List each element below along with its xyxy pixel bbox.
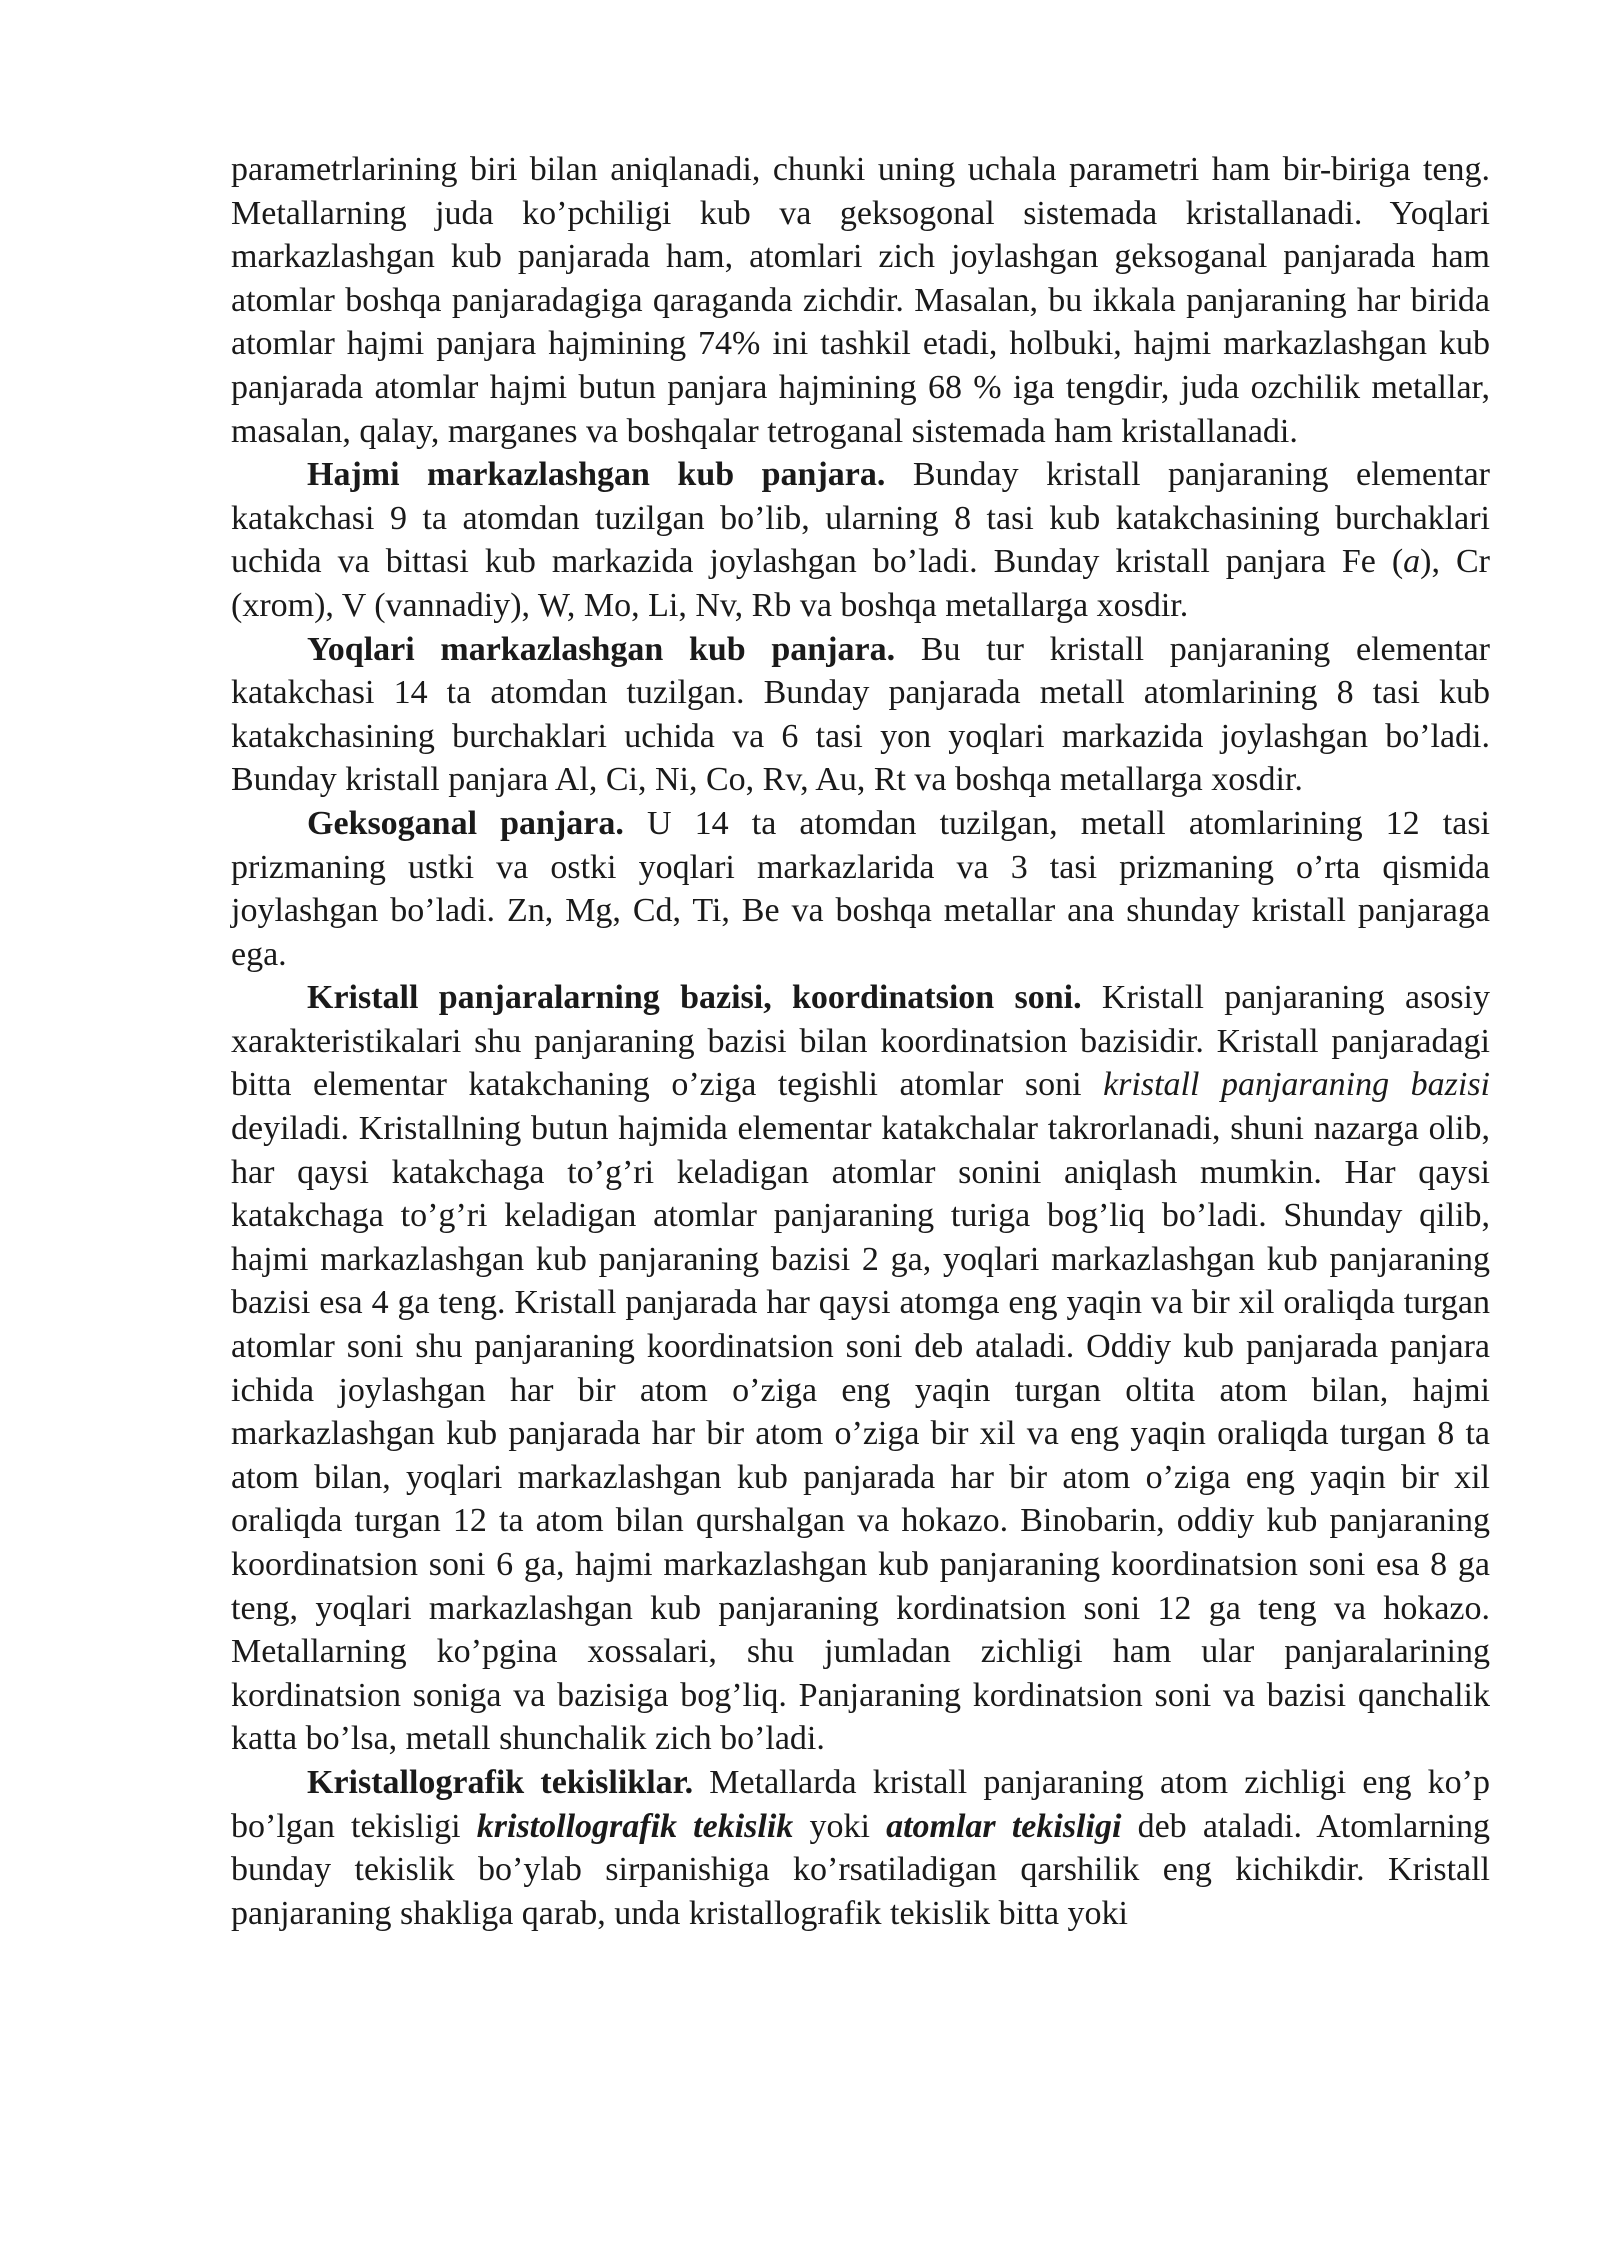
body-text: Kristall panjaraning asosiy xarakteristikalari shu panjaraning bazisi bilan koordinatsion bazisidir. Kristall panjaradagi bitta elementar katakchaning o’ziga tegishli atomlar soni [231,979,1490,1104]
body-text: parametrlarining biri bilan aniqlanadi, chunki uning uchala parametri ham bir-biriga teng. Metallarning juda ko’pchiligi kub va geksogonal sistemada kristallanadi. Yoqlari markazlashgan kub panjarada ham, atomlari zich joylashgan geksoganal panjarada ham atomlar boshqa panjaradagiga qaraganda zichdir. Masalan, bu ikkala panjaraning har birida atomlar hajmi panjara hajmining 74% ini tashkil etadi, holbuki, hajmi markazlashgan kub panjarada atomlar hajmi butun panjara hajmining 68 % iga tengdir, juda ozchilik metallar, masalan, qalay, marganes va boshqalar tetroganal sistemada ham kristallanadi. [231,151,1490,450]
section-heading: Kristall panjaralarning bazisi, koordinatsion soni. [307,979,1082,1017]
body-text: deyiladi. Kristallning butun hajmida elementar katakchalar takrorlanadi, shuni nazarga olib, har qaysi katakchaga to’g’ri keladigan atomlar sonini aniqlash mumkin. Har qaysi katakchaga to’g’ri keladigan atomlar panjaraning turiga bog’liq bo’ladi. Shunday qilib, hajmi markazlashgan kub panjaraning bazisi 2 ga, yoqlari markazlashgan kub panjaraning bazisi esa 4 ga teng. Kristall panjarada har qaysi atomga eng yaqin va bir xil oraliqda turgan atomlar soni shu panjaraning koordinatsion soni deb ataladi. Oddiy kub panjarada panjara ichida joylashgan har bir atom o’ziga eng yaqin turgan oltita atom bilan, hajmi markazlashgan kub panjarada har bir atom o’ziga bir xil va eng yaqin oraliqda turgan 8 ta atom bilan, yoqlari markazlashgan kub panjarada har bir atom o’ziga eng yaqin bir xil oraliqda turgan 12 ta atom bilan qurshalgan va hokazo. Binobarin, oddiy kub panjaraning koordinatsion soni 6 ga, hajmi markazlashgan kub panjaraning koordinatsion soni esa 8 ga teng, yoqlari markazlashgan kub panjaraning kordinatsion soni 12 ga teng va hokazo. Metallarning ko’pgina xossalari, shu jumladan zichligi ham ular panjaralarining kordinatsion soniga va bazisiga bog’liq. Panjaraning kordinatsion soni va bazisi qanchalik katta bo’lsa, metall shunchalik zich bo’ladi. [231,1110,1490,1758]
body-text: Metallarda kristall panjaraning atom zichligi eng ko’p bo’lgan tekisligi [231,1763,1490,1845]
paragraph [231,976,1490,1761]
document-page [231,148,1490,1935]
section-heading: Yoqlari markazlashgan kub panjara. [307,630,896,668]
section-heading: Hajmi markazlashgan kub panjara. [307,456,886,494]
body-text: Bunday kristall panjaraning elementar katakchasi 9 ta atomdan tuzilgan bo’lib, ularning 8 tasi kub katakchasining burchaklari uchida va bittasi kub markazida joylashgan bo’ladi. Bunday kristall panjara Fe ( [231,456,1490,581]
body-text: deb ataladi. Atomlarning bunday tekislik bo’ylab sirpanishiga ko’rsatiladigan qarshilik eng kichikdir. Kristall panjaraning shakliga qarab, unda kristallografik tekislik bitta yoki [231,1807,1491,1932]
section-heading: Kristallografik tekisliklar. [307,1763,694,1801]
italic-term: kristall panjaraning bazisi [1103,1066,1490,1104]
bold-italic-term-text: kristollografik tekislik [476,1807,794,1845]
body-text: ), Cr (xrom), V (vannadiy), W, Mo, Li, Nv, Rb va boshqa metallarga xosdir. [231,543,1491,624]
section-heading: Geksoganal panjara. [307,804,624,842]
body-text: yoki [793,1807,887,1845]
body-text: Bu tur kristall panjaraning elementar katakchasi 14 ta atomdan tuzilgan. Bunday panjarada metall atomlarining 8 tasi kub katakchasining burchaklari uchida va 6 tasi yon yoqlari markazida joylashgan bo’ladi. Bunday kristall panjara Al, Ci, Ni, Co, Rv, Au, Rt va boshqa metallarga xosdir. [231,630,1491,799]
body-text: U 14 ta atomdan tuzilgan, metall atomlarining 12 tasi prizmaning ustki va ostki yoqlari markazlarida va 3 tasi prizmaning o’rta qismida joylashgan bo’ladi. Zn, Mg, Cd, Ti, Be va boshqa metallar ana shunday kristall panjaraga ega. [231,804,1491,973]
italic-term: a [1403,543,1421,581]
bold-italic-term [477,1808,794,1845]
paragraph [231,1761,1490,1935]
paragraph [231,148,1490,453]
paragraph [231,628,1490,802]
bold-italic-term [886,1808,1121,1845]
paragraph [231,453,1490,627]
paragraph [231,802,1490,976]
bold-italic-term-text: atomlar tekisligi [886,1807,1122,1845]
